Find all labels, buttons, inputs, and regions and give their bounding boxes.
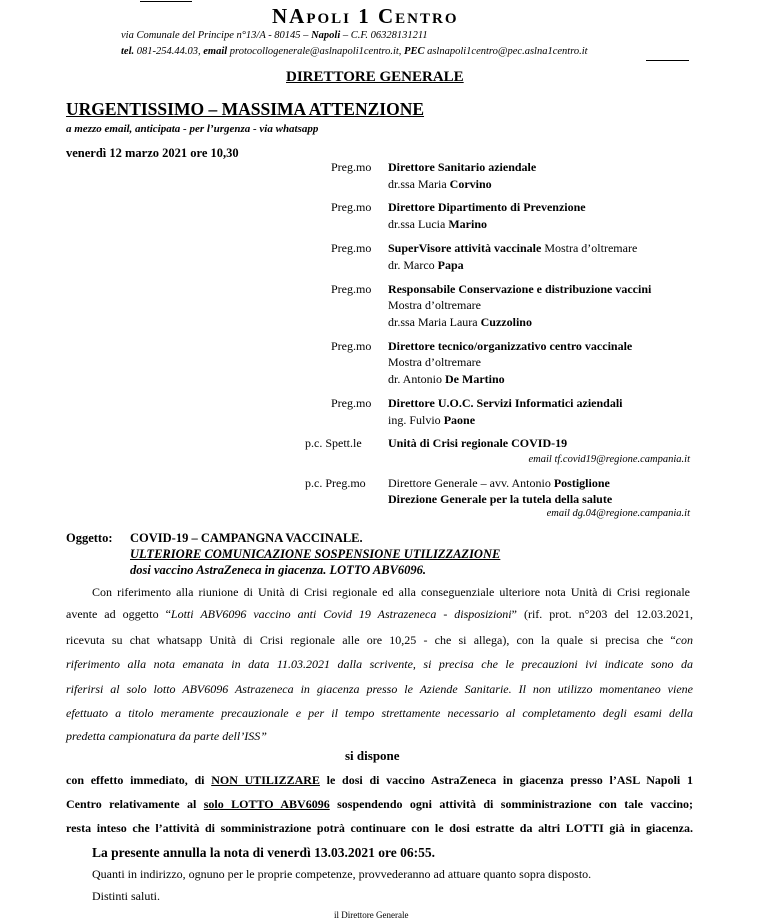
dispose-line-2: Centro relativamente al solo LOTTO ABV6096 sospendendo ogni attività di somministrazione con tale vaccino; [66, 797, 693, 811]
recipient-name: dr. Marco Papa [388, 258, 464, 272]
address-street: via Comunale del Principe n°13/A - 80145 – [121, 30, 309, 41]
letter-date: venerdì 12 marzo 2021 ore 10,30 [66, 146, 239, 160]
org-name: NApoli 1 Centro [272, 4, 459, 28]
tel-label: tel. [121, 46, 135, 57]
body-line-2: avente ad oggetto “Lotti ABV6096 vaccino anti Covid 19 Astrazeneca - disposizioni” (rif. prot. n°203 del 12.03.2021, [66, 607, 693, 621]
annulla-note: La presente annulla la nota di venerdì 13.03.2021 ore 06:55. [92, 845, 436, 860]
body-line-1: Con riferimento alla riunione di Unità di Crisi regionale ed alla conseguenziale ulteriore nota Unità di Crisi regionale [92, 585, 690, 599]
closing-line: Quanti in indirizzo, ognuno per le proprie competenze, provvederanno ad attuare quanto sopra disposto. [92, 867, 592, 881]
dispose-line-1: con effetto immediato, di NON UTILIZZARE le dosi di vaccino AstraZeneca in giacenza presso l’ASL Napoli 1 [66, 773, 693, 787]
body-line-6: efettuato a titolo meramente precauzionale e per il tempo strettamente necessario al completamento degli esami della [66, 706, 693, 720]
cc-recipient: Direttore Generale – avv. Antonio Postiglione [388, 476, 610, 490]
subject-line-2: ULTERIORE COMUNICAZIONE SOSPENSIONE UTILIZZAZIONE [130, 547, 501, 561]
recipient-prefix: Preg.mo [331, 282, 372, 296]
recipient-role: Direttore tecnico/organizzativo centro vaccinale [388, 339, 633, 353]
email-label: email [203, 46, 228, 57]
subject-line-1: COVID-19 – CAMPANGNA VACCINALE. [130, 531, 363, 545]
recipient-location: Mostra d’oltremare [388, 355, 481, 369]
header-contacts [121, 46, 588, 57]
header-top-rule [140, 1, 192, 2]
dispone-heading: si dispone [345, 748, 400, 763]
recipient-prefix: Preg.mo [331, 200, 372, 214]
body-line-3: ricevuta su chat whatsapp Unità di Crisi regionale alle ore 10,25 - che si allega), con la quale si precisa che “con [66, 633, 693, 647]
address-city: Napoli [311, 30, 341, 41]
recipient-prefix: Preg.mo [331, 160, 372, 174]
recipient-role: Direttore Dipartimento di Prevenzione [388, 200, 586, 214]
recipient-name: dr.ssa Maria Laura Cuzzolino [388, 315, 532, 329]
body-line-7: predetta campionatura da parte dell’ISS” [66, 729, 267, 743]
recipient-prefix: Preg.mo [331, 339, 372, 353]
cc-email: email tf.covid19@regione.campania.it [528, 454, 690, 465]
address-cf: – C.F. 06328131211 [342, 30, 428, 41]
urgency-subtitle: a mezzo email, anticipata - per l’urgenza - via whatsapp [66, 123, 319, 135]
subject-label: Oggetto: [66, 531, 113, 545]
recipient-prefix: Preg.mo [331, 396, 372, 410]
urgency-title: URGENTISSIMO – MASSIMA ATTENZIONE [66, 99, 425, 119]
recipient-role: Direttore Sanitario aziendale [388, 160, 537, 174]
cc-prefix: p.c. Preg.mo [305, 476, 366, 490]
body-line-4: riferimento alla nota emanata in data 11.03.2021 dalla scrivente, si precisa che le precauzioni ivi indicate sono da [66, 657, 693, 671]
email-value: protocollogenerale@aslnapoli1centro.it, [229, 46, 402, 57]
recipient-name: dr.ssa Maria Corvino [388, 177, 492, 191]
recipient-role: Responsabile Conservazione e distribuzione vaccini [388, 282, 652, 296]
cc-email: email dg.04@regione.campania.it [546, 508, 690, 519]
subject-line-3: dosi vaccino AstraZeneca in giacenza. LOTTO ABV6096. [130, 563, 427, 577]
office-title: DIRETTORE GENERALE [286, 69, 464, 85]
recipient-role: SuperVisore attività vaccinale Mostra d’oltremare [388, 241, 638, 255]
cc-office: Direzione Generale per la tutela della salute [388, 492, 613, 506]
recipient-name: ing. Fulvio Paone [388, 413, 476, 427]
recipient-role: Direttore U.O.C. Servizi Informatici aziendali [388, 396, 623, 410]
greetings: Distinti saluti. [92, 889, 161, 903]
cc-recipient: Unità di Crisi regionale COVID-19 [388, 436, 568, 450]
pec-value: aslnapoli1centro@pec.aslna1centro.it [427, 46, 588, 57]
contacts-rule [646, 60, 689, 61]
recipient-name: dr. Antonio De Martino [388, 372, 505, 386]
cc-prefix: p.c. Spett.le [305, 436, 362, 450]
signature-title: il Direttore Generale [334, 910, 409, 920]
recipient-name: dr.ssa Lucia Marino [388, 217, 487, 231]
dispose-line-3: resta inteso che l’attività di somministrazione potrà continuare con le dosi estratte da altri LOTTI già in giacenza. [66, 821, 693, 835]
header-address [121, 30, 428, 41]
recipient-location: Mostra d’oltremare [388, 298, 481, 312]
pec-label: PEC [404, 46, 425, 57]
recipient-prefix: Preg.mo [331, 241, 372, 255]
tel-value: 081-254.44.03, [136, 46, 201, 57]
body-line-5: riferirsi al solo lotto ABV6096 Astrazeneca in giacenza presso le Aziende Sanitarie. Il non utilizzo momentaneo viene [66, 682, 693, 696]
